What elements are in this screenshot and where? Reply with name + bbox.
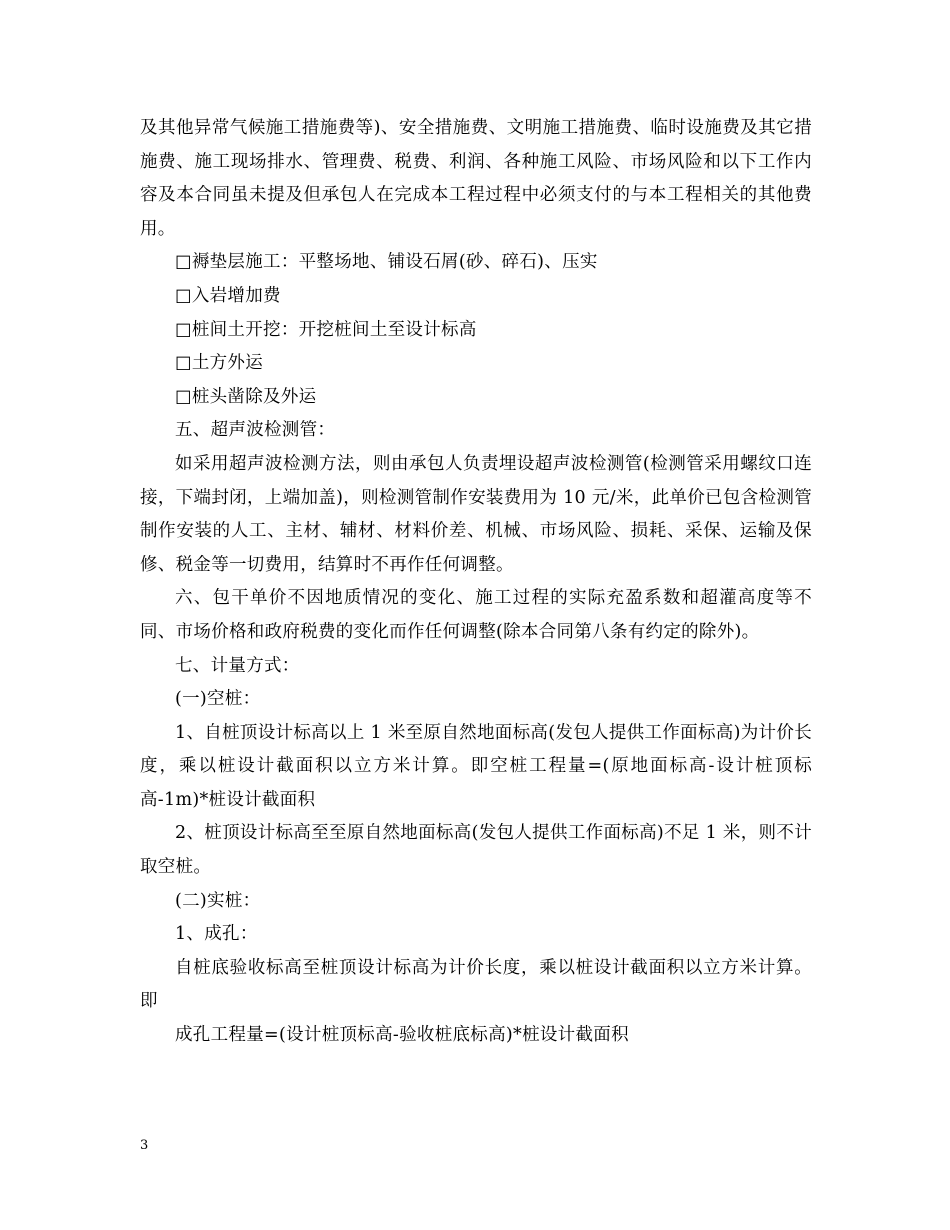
subsection-heading: (一)空桩：: [175, 689, 261, 710]
section-heading: 五、超声波检测管：: [175, 420, 336, 441]
paragraph: 如采用超声波检测方法，则由承包人负责埋设超声波检测管(检测管采用螺纹口连接，下端封闭，上端加盖)，则检测管制作安装费用为 10 元/米，此单价已包含检测管制作安装的人工、主材、辅材、材料价差、机械、市场风险、损耗、采保、运输及保修、税金等一切费用，结算时不再作任何调整。: [140, 453, 812, 575]
paragraph: 1、自桩顶设计标高以上 1 米至原自然地面标高(发包人提供工作面标高)为计价长度，乘以桩设计截面积以立方米计算。即空桩工程量=(原地面标高-设计桩顶标高-1m)*桩设计截面积: [140, 722, 812, 810]
paragraph: 及其他异常气候施工措施费等)、安全措施费、文明施工措施费、临时设施费及其它措施费、施工现场排水、管理费、税费、利润、各种施工风险、市场风险和以下工作内容及本合同虽未提及但承包人在完成本工程过程中必须支付的与本工程相关的其他费用。: [140, 118, 812, 239]
paragraph: □入岩增加费: [175, 285, 281, 306]
section-heading: 七、计量方式：: [175, 655, 300, 676]
paragraph: 自桩底验收标高至桩顶设计标高为计价长度，乘以桩设计截面积以立方米计算。即: [140, 957, 812, 1012]
subsection-heading: (二)实桩：: [175, 890, 261, 911]
paragraph: □桩头凿除及外运: [175, 386, 317, 407]
paragraph: 2、桩顶设计标高至至原自然地面标高(发包人提供工作面标高)不足 1 米，则不计取空桩。: [140, 823, 812, 878]
paragraph: 成孔工程量=(设计桩顶标高-验收桩底标高)*桩设计截面积: [175, 1025, 629, 1046]
paragraph: 六、包干单价不因地质情况的变化、施工过程的实际充盈系数和超灌高度等不同、市场价格和政府税费的变化而作任何调整(除本合同第八条有约定的除外)。: [140, 588, 812, 642]
paragraph: □桩间土开挖：开挖桩间土至设计标高: [175, 319, 477, 340]
paragraph: 1、成孔：: [175, 924, 258, 945]
page-number: 3: [140, 1138, 149, 1153]
body-text: [140, 112, 812, 1053]
paragraph: □褥垫层施工：平整场地、铺设石屑(砂、碎石)、压实: [175, 252, 598, 273]
paragraph: □土方外运: [175, 353, 264, 374]
